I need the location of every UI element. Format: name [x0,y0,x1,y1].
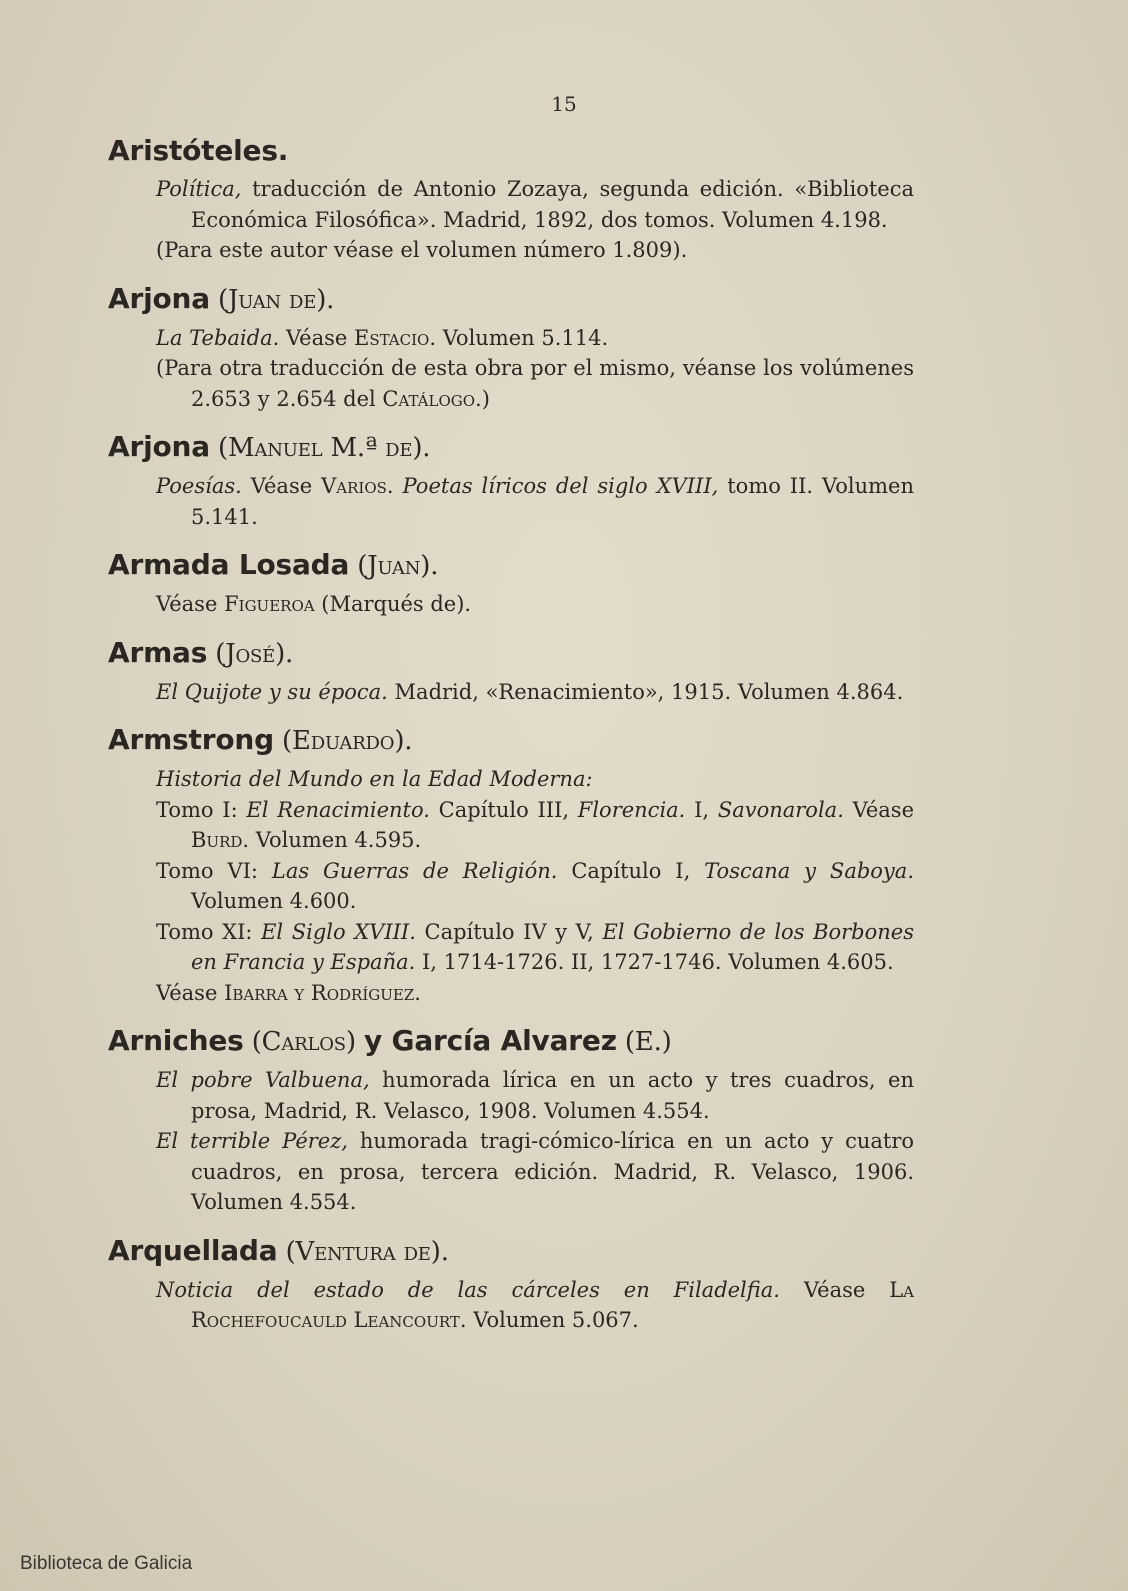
text-span: Volumen 4.600. [191,889,357,913]
title-text: Noticia del estado de las cárceles en Filadelfia. [156,1277,780,1302]
text-span: humorada lírica en un acto y tres cuadros, en prosa, Madrid, R. Velasco, 1908. Volumen 4.554. [191,1068,915,1123]
catalog-entries [108,132,914,1350]
author-qualifier [210,433,430,463]
entry-heading [108,1022,914,1061]
entry-heading [108,1232,914,1271]
text-span: y García Alvarez [363,1024,617,1057]
text-span: Véase [241,474,322,498]
entry-line [108,589,914,620]
author-qualifier [274,726,412,756]
title-text: Las Guerras de Religión. [271,858,558,883]
text-span: . Volumen 4.595. [242,828,422,852]
text-span: Véase [779,1277,890,1302]
text-span: (Para este autor véase el volumen número 1.809). [156,238,688,262]
entry-heading [108,428,914,467]
entry-line [108,1126,914,1218]
title-text: El Renacimiento. [246,797,430,822]
text-span: Capítulo I, [557,858,705,883]
text-span: Capítulo IV y V, [415,919,603,944]
text-span: ( [218,284,228,315]
text-span: ( [251,1027,262,1057]
author-name: Arjona [108,281,210,315]
entry-heading [108,546,914,585]
title-text: Toscana y Saboya. [704,858,914,883]
author-name: Armstrong [108,723,274,756]
text-span: traducción de Antonio Zozaya, segunda edición. «Biblioteca Económica Filosófica». Madrid, 1892, dos tomos. Volumen 4.198. [191,177,914,232]
entry-line [108,235,914,266]
text-span: Véase [156,592,225,616]
text-span: . Volumen 5.067. [459,1308,639,1332]
text-span: (E.) [616,1027,672,1057]
catalog-entry [108,721,914,1008]
reference-name: Ventura de [295,1236,431,1267]
text-span: ). [430,1236,449,1267]
entry-heading [108,721,914,760]
text-span: .) [475,386,490,411]
text-span: (Para otra traducción de esta obra por el mismo, véanse los volúmenes 2.653 y 2.654 del [156,356,914,411]
text-span: ). [394,726,413,756]
author-qualifier [277,1237,448,1267]
text-span: Capítulo III, [429,797,578,822]
catalog-entry [108,1232,914,1336]
catalog-entry [108,1022,914,1218]
title-text: Savonarola. [717,797,844,822]
entry-line [108,1275,914,1336]
author-qualifier [210,285,334,315]
text-span: I, 1714-1726. II, 1727-1746. Volumen 4.605. [415,950,894,974]
catalog-entry [108,132,914,266]
author-name: Armada Losada [108,548,350,581]
text-span: . Volumen 5.114. [429,325,609,350]
entry-line [108,856,914,917]
entry-line [108,795,914,856]
entry-line [108,917,914,978]
reference-name: Estacio [354,325,430,350]
library-watermark: Biblioteca de Galicia [20,1553,193,1574]
catalog-entry [108,546,914,620]
reference-name: Ibarra y Rodríguez [224,980,415,1005]
entry-heading [108,280,914,319]
reference-name: Burd [191,828,243,852]
text-span: I, [685,797,718,822]
author-name: Aristóteles. [108,134,289,167]
reference-name: Eduardo [291,726,395,756]
title-text: El Quijote y su época. [156,679,388,704]
entry-line [108,471,914,532]
reference-name: Carlos [261,1027,346,1057]
entry-line [108,764,914,795]
entry-line [108,353,914,414]
entry-line [108,174,914,235]
entry-heading [108,634,914,673]
title-text: Poesías. [156,474,242,498]
entry-heading [108,132,914,170]
author-qualifier [244,1024,672,1057]
text-span: ). [420,551,439,581]
title-text: Política, [156,177,242,201]
author-name: Arniches [108,1024,244,1057]
title-text: El Siglo XVIII. [261,919,416,944]
text-span: . [386,474,403,498]
reference-name: Catálogo [382,386,476,411]
text-span: ( [215,638,226,669]
entry-line [108,1065,914,1126]
text-span: ). [412,433,431,463]
text-span: Madrid, «Renacimiento», 1915. Volumen 4.864. [387,679,904,704]
reference-name: La Rochefoucauld Leancourt [191,1277,914,1332]
text-span: Véase [843,797,914,822]
title-text: El Gobierno de los Borbones en Francia y España. [191,919,914,974]
text-span: ) [345,1027,364,1057]
author-name: Arquellada [108,1233,278,1267]
text-span: ( [218,433,228,463]
reference-name: Varios [321,474,387,498]
text-span: ( [285,1236,296,1267]
title-text: El pobre Valbuena, [156,1068,370,1092]
entry-line [108,677,914,708]
text-span: ). [275,638,294,669]
text-span: ). [316,284,335,315]
reference-name: Manuel M.ª de [227,433,413,463]
entry-line [108,978,914,1009]
entry-line [108,323,914,354]
text-span: . [414,980,421,1005]
title-text: El terrible Pérez, [156,1129,348,1153]
author-name: Armas [108,635,208,669]
reference-name: José [225,638,276,669]
author-name: Arjona [108,430,210,463]
title-text: La Tebaida. [156,325,280,350]
reference-name: Juan [367,551,421,581]
author-qualifier [207,639,293,669]
reference-name: Juan de [227,284,317,315]
text-span: (Marqués de). [314,592,472,616]
text-span: tomo II. Volumen 5.141. [191,474,915,529]
title-text: Poetas líricos del siglo XVIII, [402,474,719,498]
text-span: Véase [156,980,225,1005]
title-text: Florencia. [577,797,686,822]
catalog-entry [108,428,914,532]
catalog-entry [108,634,914,708]
catalog-entry [108,280,914,415]
text-span: humorada tragi-cómico-lírica en un acto y cuatro cuadros, en prosa, tercera edición. Madrid, R. Velasco, 1906. Volumen 4.554. [191,1129,914,1214]
title-text: Historia del Mundo en la Edad Moderna: [156,767,593,791]
text-span: ( [282,726,292,756]
author-qualifier [349,551,438,581]
text-span: Tomo VI: [156,858,272,883]
page-number: 15 [551,92,577,116]
text-span: Tomo I: [156,797,247,822]
reference-name: Figueroa [224,592,315,616]
text-span: Tomo XI: [156,919,262,944]
text-span: ( [357,551,368,581]
text-span: Véase [279,325,355,350]
